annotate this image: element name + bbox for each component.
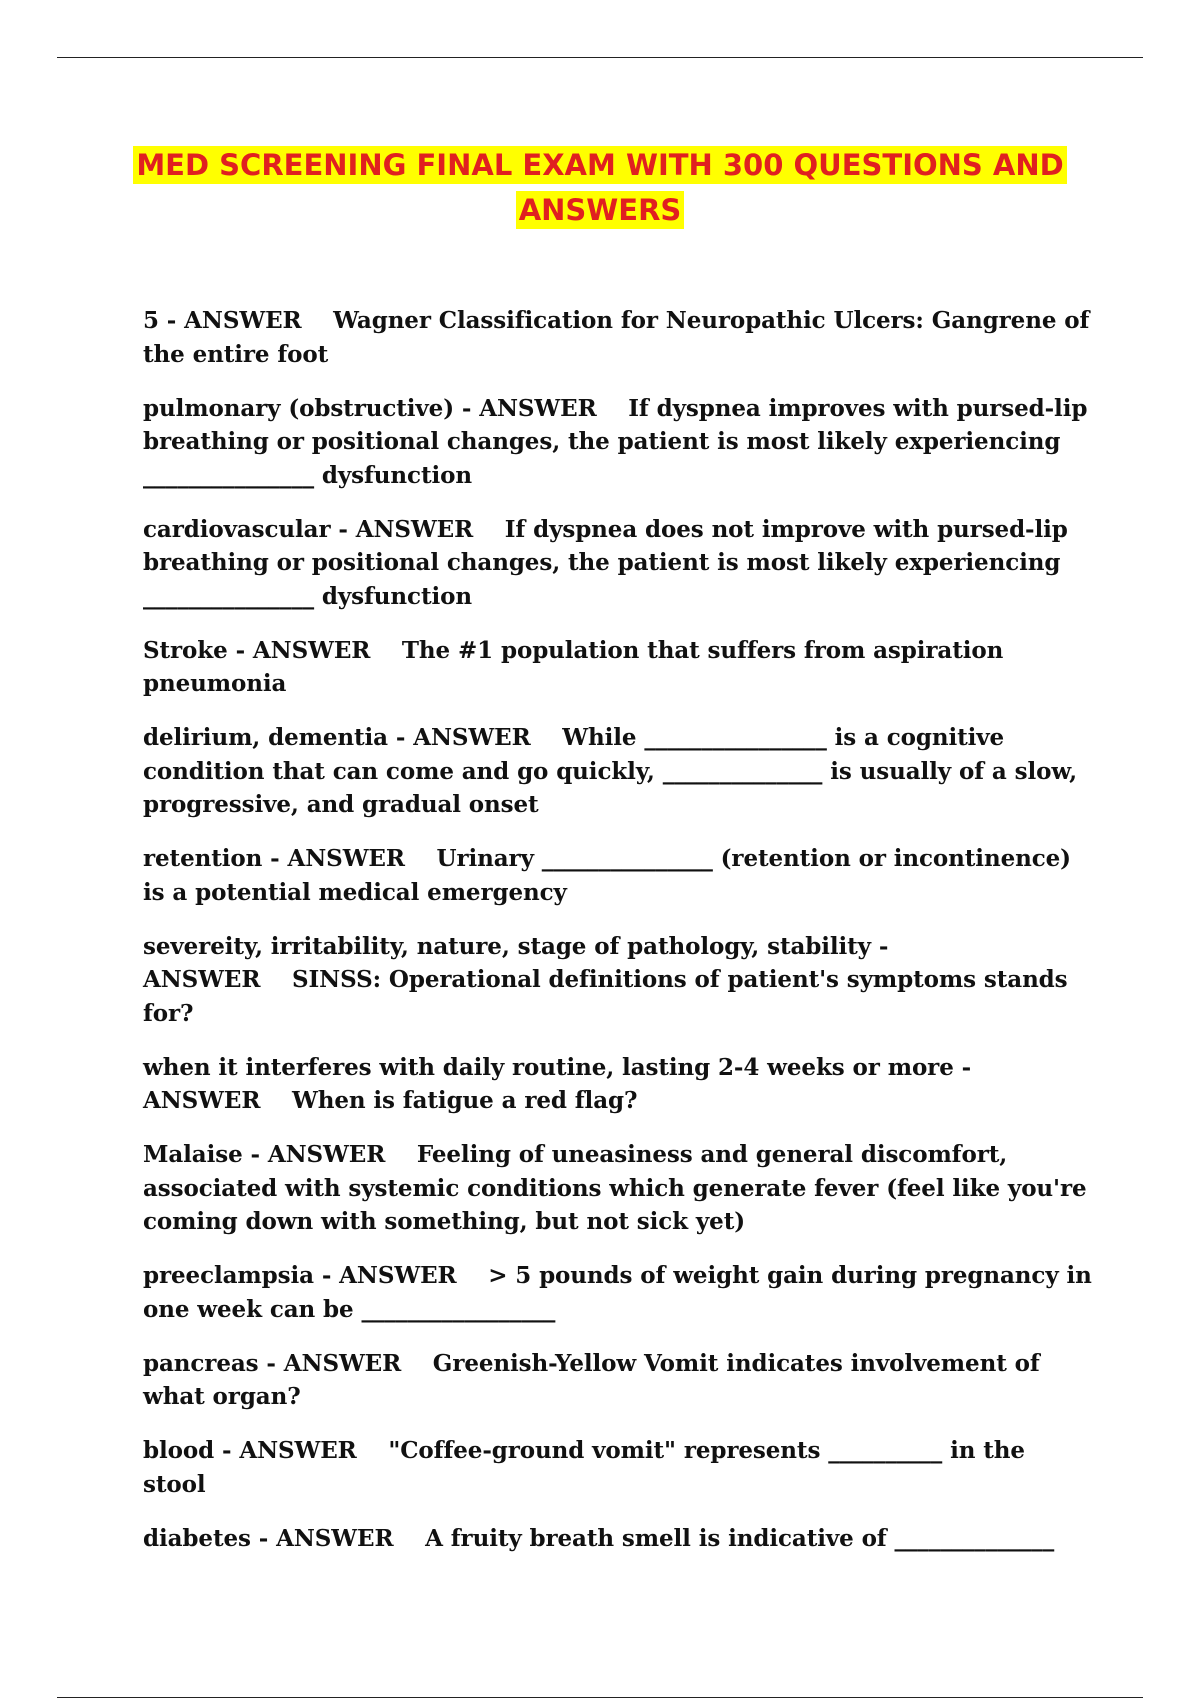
qa-answer: when it interferes with daily routine, lasting 2-4 weeks or more - ANSWER bbox=[143, 1053, 972, 1114]
qa-question: If dyspnea does not improve with pursed-lip breathing or positional changes, the patient is most likely experiencing _______________ dysfunction bbox=[143, 515, 1068, 610]
qa-answer: severeity, irritability, nature, stage of pathology, stability - ANSWER bbox=[143, 932, 889, 993]
qa-item bbox=[143, 513, 1093, 614]
qa-question: When is fatigue a red flag? bbox=[292, 1087, 638, 1114]
document-title bbox=[80, 143, 1120, 233]
qa-answer: cardiovascular - ANSWER bbox=[143, 515, 474, 543]
qa-list bbox=[143, 304, 1093, 1576]
header-rule bbox=[57, 57, 1143, 58]
qa-question: Greenish-Yellow Vomit indicates involvement of what organ? bbox=[143, 1349, 1040, 1410]
qa-question: Feeling of uneasiness and general discomfort, associated with systemic conditions which generate fever (feel like you're coming down with something, but not sick yet) bbox=[143, 1141, 1087, 1235]
qa-item bbox=[143, 634, 1093, 701]
qa-item bbox=[143, 1259, 1093, 1326]
qa-answer: retention - ANSWER bbox=[143, 845, 405, 872]
qa-item bbox=[143, 1522, 1093, 1556]
qa-answer: delirium, dementia - ANSWER bbox=[143, 724, 531, 751]
qa-answer: blood - ANSWER bbox=[143, 1437, 357, 1464]
qa-item bbox=[143, 1138, 1093, 1239]
qa-question: The #1 population that suffers from aspiration pneumonia bbox=[143, 636, 1004, 697]
qa-item bbox=[143, 392, 1093, 493]
qa-answer: diabetes - ANSWER bbox=[143, 1524, 394, 1552]
footer-rule bbox=[57, 1697, 1143, 1698]
qa-question: If dyspnea improves with pursed-lip breathing or positional changes, the patient is most likely experiencing _______________ dysfunction bbox=[143, 394, 1088, 489]
qa-item bbox=[143, 1434, 1093, 1501]
qa-question: "Coffee-ground vomit" represents __________ in the stool bbox=[143, 1437, 1025, 1498]
qa-item bbox=[143, 930, 1093, 1031]
qa-answer: pancreas - ANSWER bbox=[143, 1349, 402, 1377]
qa-item bbox=[143, 304, 1093, 371]
qa-question: Wagner Classification for Neuropathic Ulcers: Gangrene of the entire foot bbox=[143, 307, 1090, 368]
qa-question: > 5 pounds of weight gain during pregnancy in one week can be _________________ bbox=[143, 1262, 1092, 1323]
qa-answer: Malaise - ANSWER bbox=[143, 1141, 386, 1168]
qa-question: While ________________ is a cognitive condition that can come and go quickly, ______________ is usually of a slow, progressive, and gradual onset bbox=[143, 724, 1078, 818]
qa-item bbox=[143, 1051, 1093, 1118]
qa-question: A fruity breath smell is indicative of ______________ bbox=[425, 1524, 1055, 1552]
qa-answer: pulmonary (obstructive) - ANSWER bbox=[143, 394, 597, 422]
qa-question: SINSS: Operational definitions of patient's symptoms stands for? bbox=[143, 966, 1068, 1027]
qa-item bbox=[143, 842, 1093, 909]
qa-item bbox=[143, 1347, 1093, 1414]
qa-question: Urinary _______________ (retention or incontinence) is a potential medical emergency bbox=[143, 845, 1071, 906]
document-title-text: MED SCREENING FINAL EXAM WITH 300 QUESTIONS AND ANSWERS bbox=[133, 146, 1066, 229]
qa-answer: 5 - ANSWER bbox=[143, 307, 302, 334]
qa-answer: preeclampsia - ANSWER bbox=[143, 1262, 457, 1289]
qa-item bbox=[143, 721, 1093, 822]
qa-answer: Stroke - ANSWER bbox=[143, 636, 371, 664]
